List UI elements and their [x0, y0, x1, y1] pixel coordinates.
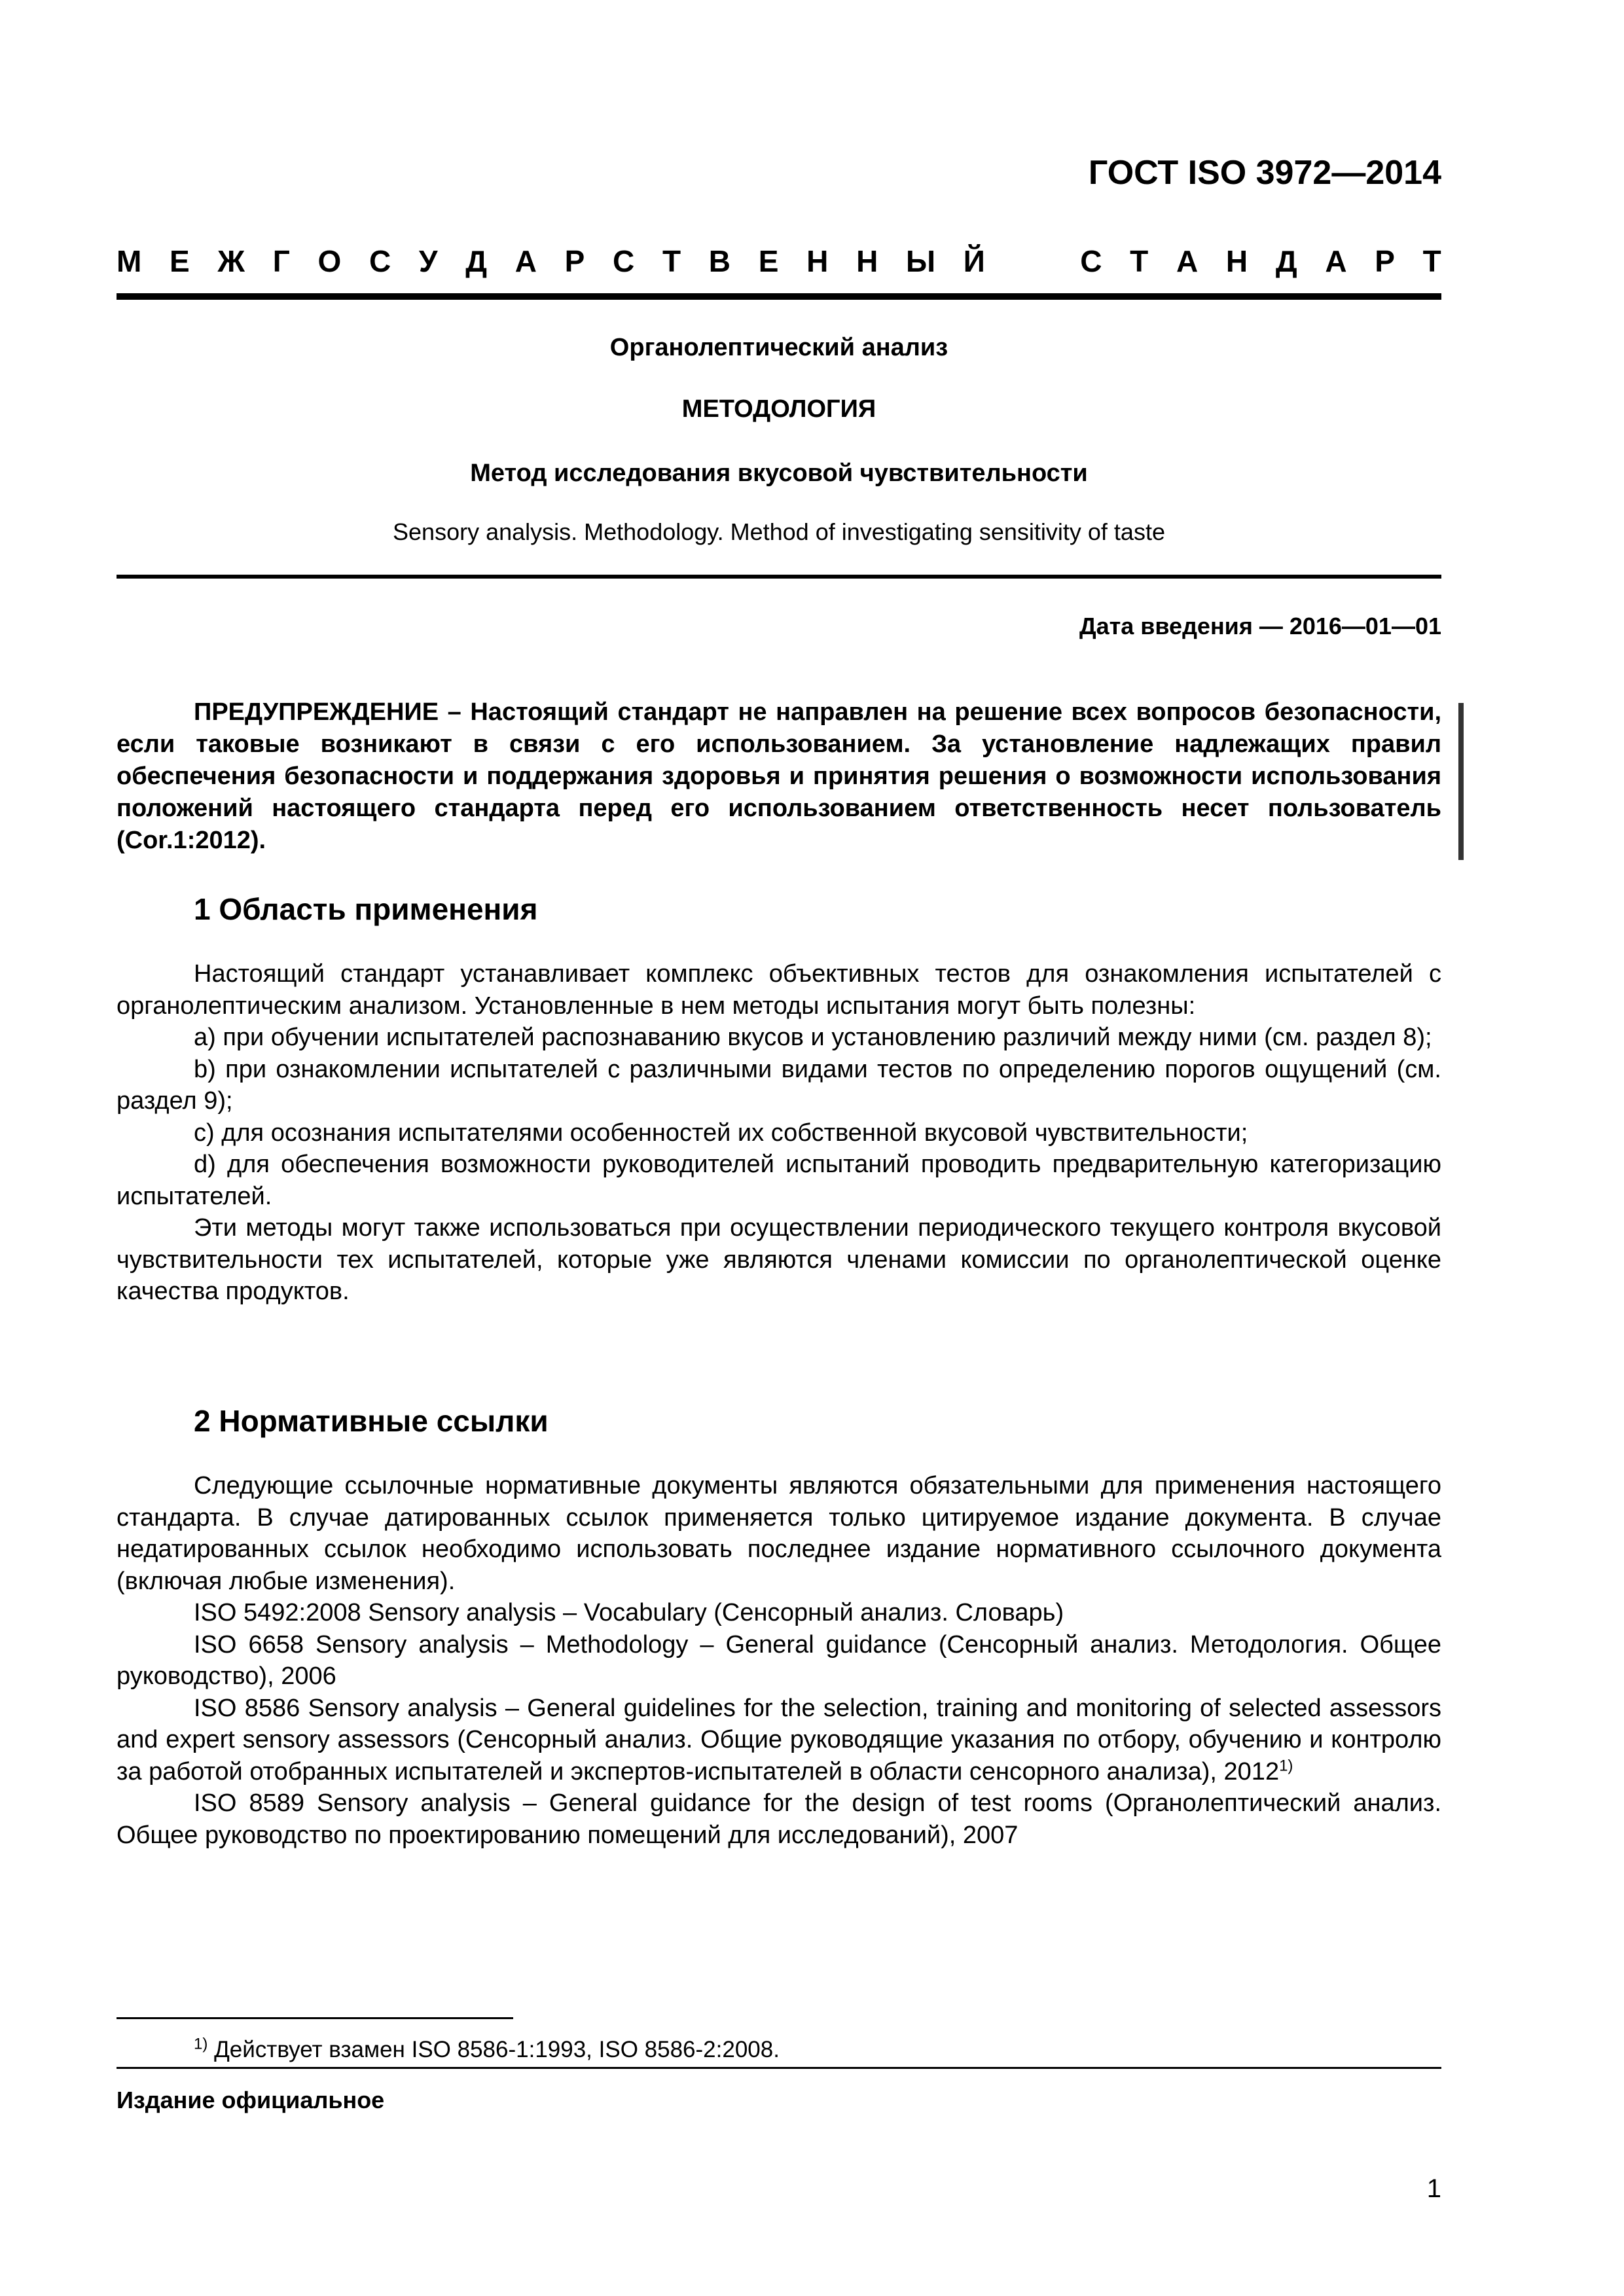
- banner-letter: С: [1080, 244, 1102, 278]
- banner-letter: С: [369, 244, 391, 278]
- banner-letter: Р: [1375, 244, 1395, 278]
- section2-body: [117, 1470, 1441, 1851]
- section1-heading: 1 Область применения: [194, 892, 538, 926]
- banner-letter: Ы: [906, 244, 936, 278]
- interstate-standard-banner: [117, 243, 1441, 279]
- banner-letter: А: [1325, 244, 1347, 278]
- footnote-mark: 1): [194, 2035, 208, 2053]
- banner-letter: А: [1176, 244, 1199, 278]
- banner-letter: В: [708, 244, 731, 278]
- footnote: [117, 2037, 1441, 2063]
- banner-letter: Г: [272, 244, 290, 278]
- official-edition-label: Издание официальное: [117, 2087, 385, 2113]
- footnote-text: Действует взамен ISO 8586-1:1993, ISO 8586-2:2008.: [208, 2037, 780, 2062]
- introduction-date: Дата введения — 2016—01—01: [1079, 613, 1441, 639]
- reference-text: ISO 8586 Sensory analysis – General guidelines for the selection, training and monitoring of selected assessors and expert sensory assessors (Сенсорный анализ. Общие руководящие указания по отбору, обучению и контролю за работой отобранных испытателей и экспертов-испытателей в области сенсорного анализа), 2012: [117, 1694, 1441, 1785]
- header-rule: [117, 293, 1441, 300]
- banner-letter: Н: [1225, 244, 1248, 278]
- section1-paragraph: c) для осознания испытателями особенностей их собственной вкусовой чувствительности;: [194, 1119, 1248, 1147]
- change-bar: [1458, 703, 1464, 860]
- banner-letter: М: [117, 244, 142, 278]
- reference-item: ISO 8589 Sensory analysis – General guidance for the design of test rooms (Органолептический анализ. Общее руководство по проектированию помещений для исследований), 2007: [117, 1789, 1441, 1849]
- title-sub: МЕТОДОЛОГИЯ: [681, 395, 876, 423]
- footnote-ref: 1): [1279, 1756, 1293, 1774]
- reference-item: ISO 6658 Sensory analysis – Methodology – General guidance (Сенсорный анализ. Методология. Общее руководство), 2006: [117, 1630, 1441, 1690]
- section1-paragraph: b) при ознакомлении испытателей с различными видами тестов по определению порогов ощущений (см. раздел 9);: [117, 1055, 1441, 1115]
- banner-letter: С: [613, 244, 635, 278]
- title-main: Органолептический анализ: [609, 334, 948, 361]
- banner-letter: Р: [564, 244, 585, 278]
- section2-paragraph: Следующие ссылочные нормативные документы являются обязательными для применения настоящего стандарта. В случае датированных ссылок применяется только цитируемое издание документа. В случае недатированных ссылок необходимо использовать последнее издание нормативного ссылочного документа (включая любые изменения).: [117, 1472, 1441, 1595]
- banner-letter: Е: [758, 244, 779, 278]
- title-rule: [117, 575, 1441, 579]
- section1-paragraph: a) при обучении испытателей распознаванию вкусов и установлению различий между ними (см. раздел 8);: [194, 1024, 1432, 1051]
- banner-word-gap: [1013, 243, 1053, 279]
- banner-letter: Т: [1130, 244, 1149, 278]
- banner-letter: Н: [856, 244, 878, 278]
- banner-letter: Т: [1422, 244, 1441, 278]
- banner-letter: Й: [963, 244, 985, 278]
- section1-paragraph: Настоящий стандарт устанавливает комплекс объективных тестов для ознакомления испытателей с органолептическим анализом. Установленные в нем методы испытания могут быть полезны:: [117, 960, 1441, 1020]
- reference-item: [117, 1693, 1441, 1788]
- section2-heading: 2 Нормативные ссылки: [194, 1404, 549, 1438]
- section1-body: [117, 958, 1441, 1308]
- banner-letter: Д: [1275, 244, 1297, 278]
- banner-letter: Н: [806, 244, 829, 278]
- page-number: 1: [1426, 2174, 1441, 2203]
- footer-rule: [117, 2067, 1441, 2069]
- banner-letter: А: [514, 244, 537, 278]
- title-sub2: Метод исследования вкусовой чувствительности: [470, 459, 1088, 487]
- footnote-separator: [117, 2017, 513, 2019]
- banner-letter: У: [418, 244, 438, 278]
- title-english: Sensory analysis. Methodology. Method of investigating sensitivity of taste: [393, 518, 1165, 545]
- gost-code: ГОСТ ISO 3972—2014: [1088, 154, 1441, 192]
- banner-letter: О: [317, 244, 342, 278]
- banner-letter: Е: [170, 244, 190, 278]
- banner-letter: Д: [465, 244, 488, 278]
- banner-letter: Ж: [217, 244, 245, 278]
- reference-item: ISO 5492:2008 Sensory analysis – Vocabulary (Сенсорный анализ. Словарь): [194, 1599, 1064, 1626]
- warning-paragraph: ПРЕДУПРЕЖДЕНИЕ – Настоящий стандарт не направлен на решение всех вопросов безопасности, если таковые возникают в связи с его использованием. За установление надлежащих правил обеспечения безопасности и поддержания здоровья и принятия решения о возможности использования положений настоящего стандарта перед его использованием ответственность несет пользователь (Cor.1:2012).: [117, 698, 1441, 854]
- banner-letter: Т: [662, 244, 681, 278]
- document-page: [117, 0, 1441, 2296]
- section1-paragraph: Эти методы могут также использоваться при осуществлении периодического текущего контроля вкусовой чувствительности тех испытателей, которые уже являются членами комиссии по органолептической оценке качества продуктов.: [117, 1214, 1441, 1305]
- section1-paragraph: d) для обеспечения возможности руководителей испытаний проводить предварительную категоризацию испытателей.: [117, 1151, 1441, 1210]
